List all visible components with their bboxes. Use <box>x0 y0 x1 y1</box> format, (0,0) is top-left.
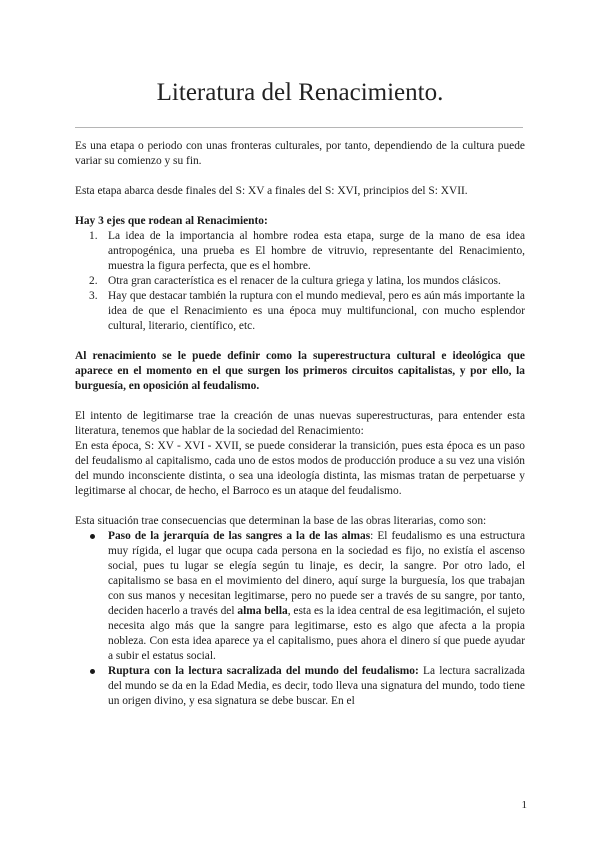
period-paragraph: Esta etapa abarca desde finales del S: XV a finales del S: XVI, principios del S: XVII. <box>75 185 468 197</box>
intro-paragraph: Es una etapa o periodo con unas fronteras culturales, por tanto, dependiendo de la cultura puede variar su comienzo y su fin. <box>75 140 525 167</box>
list-item <box>75 274 525 289</box>
list-number: 3. <box>89 290 98 302</box>
axes-heading: Hay 3 ejes que rodean al Renacimiento: <box>75 215 268 227</box>
list-number: 2. <box>89 275 98 287</box>
consequence-text: La lectura sacralizada del mundo se da en la Edad Media, es decir, todo lleva una signatura del mundo, todo tiene un origen divino, y esa signatura se debe buscar. En el <box>108 665 525 707</box>
definition-paragraph: Al renacimiento se le puede definir como la superestructura cultural e ideológica que aparece en el momento en el que surgen los primeros circuitos capitalistas, y por ello, la burguesía, en oposición al feudalismo. <box>75 350 525 392</box>
list-item <box>75 664 525 709</box>
consequence-heading: Paso de la jerarquía de las sangres a la de las almas <box>108 530 371 542</box>
list-item-text: La idea de la importancia al hombre rodea esta etapa, surge de la mano de esa idea antropogénica, una prueba es El hombre de vitruvio, representante del Renacimiento, muestra la figura perfecta, que es el hombre. <box>108 230 525 272</box>
list-item <box>75 229 525 274</box>
document-body <box>75 139 525 709</box>
list-item <box>75 529 525 664</box>
axes-list <box>75 229 525 334</box>
bullet-icon <box>90 534 95 539</box>
consequence-text-continued: , esta es la idea central de esa legitimación, el sujeto necesita algo más que la sangre para legitimarse, esto es algo que afecta a la propia nobleza. Con esta idea aparece ya el capitalismo, pues ahora el dinero sí que puede ayudar a subir el estatus social. <box>108 605 526 662</box>
legitimacy-paragraph-two: En esta época, S: XV - XVI - XVII, se puede considerar la transición, pues esta época es un paso del feudalismo al capitalismo, cada uno de estos modos de producción produce a su vez una visión del mundo inconsciente distinta, o sea una ideología distinta, las mismas tratan de perpetuarse y legitimarse al chocar, de hecho, el Barroco es un ataque del feudalismo. <box>75 440 525 497</box>
list-item-text: Hay que destacar también la ruptura con el mundo medieval, pero es aún más importante la idea de que el Renacimiento es una época muy multifuncional, con mucho esplendor cultural, literario, científico, etc. <box>108 290 525 332</box>
consequence-heading: Ruptura con la lectura sacralizada del mundo del feudalismo: <box>108 665 419 677</box>
consequences-list <box>75 529 525 709</box>
legitimacy-paragraph-one: El intento de legitimarse trae la creación de unas nuevas superestructuras, para entender esta literatura, tenemos que hablar de la sociedad del Renacimiento: <box>75 410 525 437</box>
consequences-intro: Esta situación trae consecuencias que determinan la base de las obras literarias, como son: <box>75 515 487 527</box>
bullet-icon <box>90 669 95 674</box>
title-divider <box>75 127 523 128</box>
consequence-text: : El feudalismo es una estructura muy rígida, el lugar que ocupa cada persona en la sociedad es fijo, no existía el ascenso social, pues tu lugar se elegía según tu linaje, es decir, la sangre. Por otro lado, el capitalismo se basa en el movimiento del dinero, aquí surge la burguesía, los que trabajan con sus manos y necesitan legitimarse, pero no puede ser a través de su sangre, por tanto, deciden hacerlo a través del <box>108 530 526 617</box>
page-title: Literatura del Renacimiento. <box>156 79 444 106</box>
list-number: 1. <box>89 230 98 242</box>
consequence-emphasis: alma bella <box>237 605 288 617</box>
list-item <box>75 289 525 334</box>
page-number: 1 <box>521 799 527 811</box>
list-item-text: Otra gran característica es el renacer de la cultura griega y latina, los mundos clásicos. <box>108 275 501 287</box>
